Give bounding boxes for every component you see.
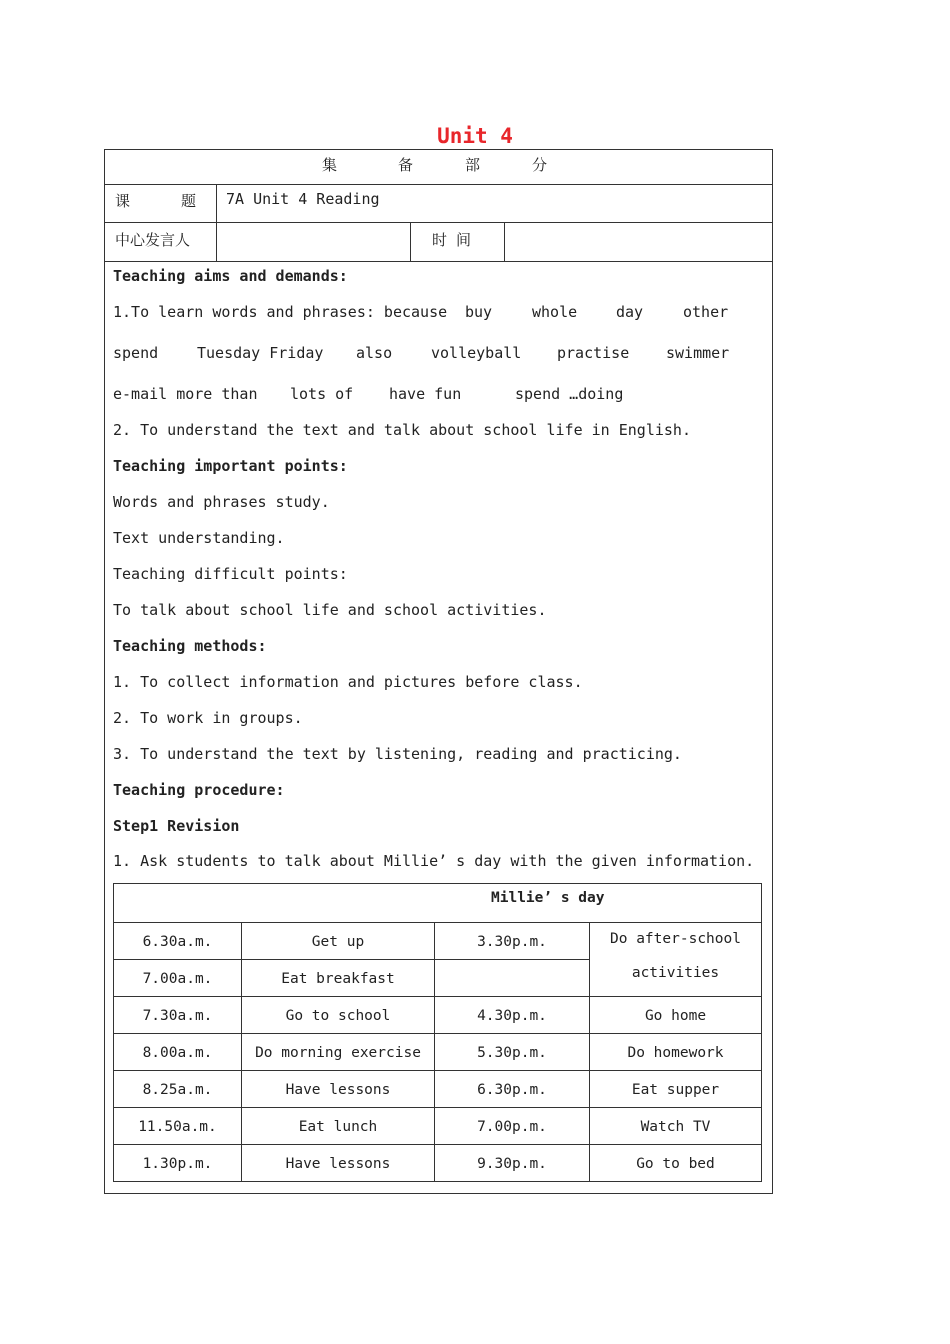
- table-row: [114, 1034, 762, 1071]
- vocab-item: spend: [113, 344, 159, 362]
- document-title: Unit 4: [437, 124, 513, 148]
- time-cell: 9.30p.m.: [435, 1145, 590, 1182]
- time-cell: 7.00p.m.: [435, 1108, 590, 1145]
- activity-cell: Go home: [590, 997, 762, 1034]
- table-row: [114, 1108, 762, 1145]
- time-cell: 6.30p.m.: [435, 1071, 590, 1108]
- divider: [104, 261, 773, 262]
- section-title-char: 备: [398, 156, 414, 174]
- vocab-item: buy: [465, 303, 493, 321]
- topic-label-char: 题: [181, 192, 197, 210]
- time-cell: 8.00a.m.: [114, 1034, 242, 1071]
- activity-cell: Do after-school activities: [590, 923, 762, 997]
- time-cell: 7.00a.m.: [114, 960, 242, 997]
- divider: [104, 184, 773, 185]
- difficult-heading: Teaching difficult points:: [113, 565, 348, 583]
- activity-cell: Get up: [242, 923, 435, 960]
- time-cell: [435, 960, 590, 997]
- step1-heading: Step1 Revision: [113, 817, 240, 835]
- aims-heading: Teaching aims and demands:: [113, 267, 348, 285]
- vocab-item: day: [616, 303, 644, 321]
- activity-cell: Do morning exercise: [242, 1034, 435, 1071]
- activity-cell: Have lessons: [242, 1145, 435, 1182]
- table-row: [114, 997, 762, 1034]
- activity-cell: Go to school: [242, 997, 435, 1034]
- section-title: [322, 154, 547, 175]
- activity-cell: Eat lunch: [242, 1108, 435, 1145]
- section-title-char: 部: [465, 156, 481, 174]
- vocab-item: spend …doing: [515, 385, 624, 403]
- method-item: 3. To understand the text by listening, reading and practicing.: [113, 745, 682, 763]
- time-cell: 6.30a.m.: [114, 923, 242, 960]
- divider: [410, 222, 411, 261]
- activity-cell: Have lessons: [242, 1071, 435, 1108]
- aims-item-2: 2. To understand the text and talk about school life in English.: [113, 421, 691, 439]
- table-row: [114, 1071, 762, 1108]
- vocab-item: 1.To learn words and phrases: because: [113, 303, 448, 321]
- divider: [504, 222, 505, 261]
- vocab-item: lots of: [290, 385, 354, 403]
- step1-item: 1. Ask students to talk about Millie’ s day with the given information.: [113, 852, 755, 870]
- table-row: [114, 1145, 762, 1182]
- time-label: 时 间: [432, 231, 472, 249]
- topic-label: [115, 190, 196, 211]
- procedure-heading: Teaching procedure:: [113, 781, 285, 799]
- schedule-title: Millie’ s day: [114, 884, 762, 923]
- important-point: Words and phrases study.: [113, 493, 330, 511]
- difficult-point: To talk about school life and school activities.: [113, 601, 547, 619]
- divider: [216, 184, 217, 261]
- time-cell: 5.30p.m.: [435, 1034, 590, 1071]
- vocab-item: also: [356, 344, 393, 362]
- vocab-item: swimmer: [666, 344, 730, 362]
- vocab-item: practise: [557, 344, 630, 362]
- activity-cell: Go to bed: [590, 1145, 762, 1182]
- schedule-table: [113, 883, 762, 1182]
- important-heading: Teaching important points:: [113, 457, 348, 475]
- time-cell: 1.30p.m.: [114, 1145, 242, 1182]
- time-cell: 7.30a.m.: [114, 997, 242, 1034]
- activity-cell: Do homework: [590, 1034, 762, 1071]
- topic-value: 7A Unit 4 Reading: [226, 190, 380, 208]
- topic-label-char: 课: [115, 192, 131, 210]
- method-item: 2. To work in groups.: [113, 709, 303, 727]
- vocab-item: volleyball: [431, 344, 522, 362]
- time-cell: 3.30p.m.: [435, 923, 590, 960]
- activity-cell: Eat breakfast: [242, 960, 435, 997]
- section-title-char: 分: [532, 156, 548, 174]
- methods-heading: Teaching methods:: [113, 637, 267, 655]
- vocab-item: have fun: [389, 385, 462, 403]
- divider: [104, 222, 773, 223]
- important-point: Text understanding.: [113, 529, 285, 547]
- activity-cell: Eat supper: [590, 1071, 762, 1108]
- method-item: 1. To collect information and pictures before class.: [113, 673, 583, 691]
- activity-cell: Watch TV: [590, 1108, 762, 1145]
- time-cell: 11.50a.m.: [114, 1108, 242, 1145]
- time-cell: 8.25a.m.: [114, 1071, 242, 1108]
- speaker-label: 中心发言人: [115, 231, 191, 249]
- table-row: [114, 884, 762, 923]
- vocab-item: whole: [532, 303, 578, 321]
- vocab-item: e-mail more than: [113, 385, 258, 403]
- section-title-char: 集: [322, 156, 338, 174]
- vocab-item: other: [683, 303, 729, 321]
- vocab-item: Tuesday Friday: [197, 344, 324, 362]
- time-cell: 4.30p.m.: [435, 997, 590, 1034]
- table-row: [114, 923, 762, 960]
